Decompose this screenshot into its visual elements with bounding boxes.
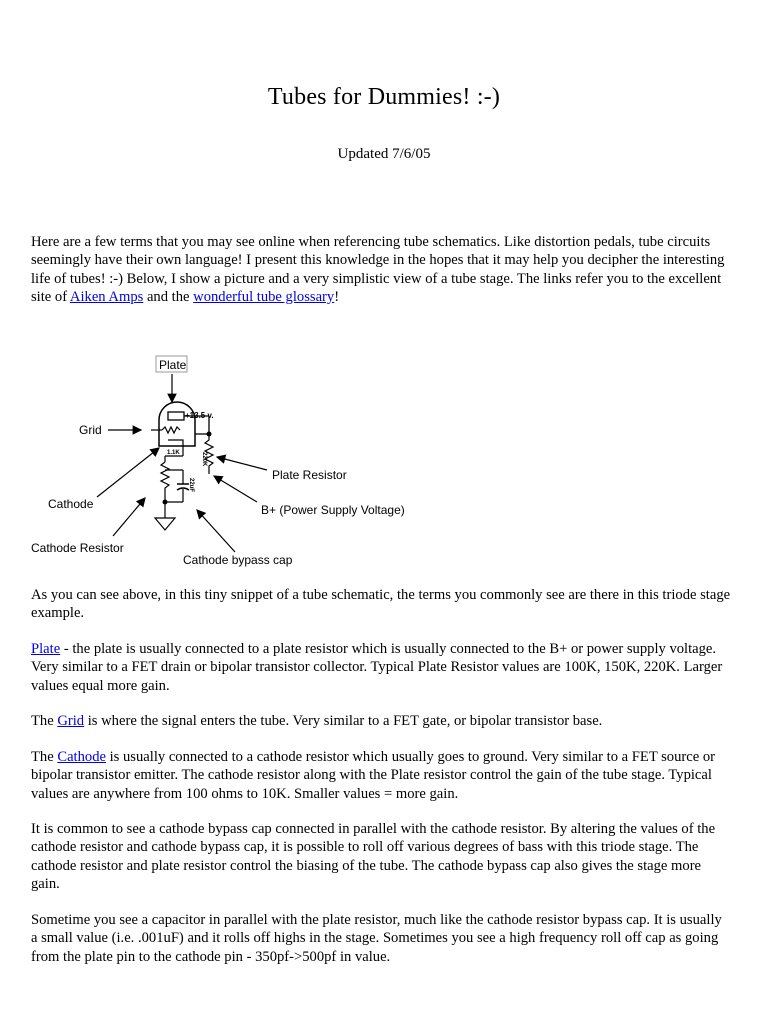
cathode-resistor-symbol — [161, 462, 169, 502]
cathode-link[interactable]: Cathode — [57, 749, 106, 765]
plate-resistor-arrow — [217, 457, 267, 470]
svg-text:22uF: 22uF — [188, 478, 194, 493]
cathode-prefix: The — [31, 749, 58, 765]
tube-glossary-link[interactable]: wonderful tube glossary — [193, 288, 335, 305]
cathode-bypass-cap-label: Cathode bypass cap — [183, 553, 293, 567]
paragraph-above: As you can see above, in this tiny snippet of a tube schematic, the terms you commonly see are there in this triode stage example. — [31, 587, 731, 622]
intro-paragraph — [31, 233, 731, 306]
aiken-amps-link[interactable]: Aiken Amps — [69, 288, 144, 305]
tube-plate-element — [168, 412, 184, 420]
grid-link[interactable]: Grid — [57, 713, 85, 729]
plate-cap-paragraph: Sometime you see a capacitor in parallel with the plate resistor, much like the cathode resistor bypass cap. It is usually a small value (i.e. .001uF) and it rolls off highs in the stage. Sometimes you see a high frequency roll off cap as going from the plate pin to the cathode pin - 350pf->500pf in value. — [31, 912, 722, 965]
tube-stage-schematic — [31, 350, 451, 575]
grid-prefix: The — [31, 713, 58, 729]
intro-text-mid: and the — [143, 288, 194, 305]
cathode-paragraph — [31, 748, 731, 803]
cathode-bypass-cap-arrow — [197, 510, 235, 552]
intro-text-before: Here are a few terms that you may see online when referencing tube schematics. Like distortion pedals, tube circuits seemingly have their own language! I present this knowledge in the hopes that it may help you decipher the interesting life of tubes! :-) Below, I show a picture and a very simplistic view of a tube stage. The links refer you to the excellent site of — [31, 234, 725, 305]
plate-paragraph — [31, 640, 731, 695]
svg-text:220K: 220K — [201, 452, 207, 467]
plate-link[interactable]: Plate — [31, 641, 61, 657]
b-plus-label: B+ (Power Supply Voltage) — [261, 503, 405, 517]
tube-grid-element — [162, 427, 180, 433]
cathode-resistor-arrow — [113, 498, 145, 536]
tube-cathode-element — [168, 440, 183, 446]
cathode-text: is usually connected to a cathode resistor which usually goes to ground. Very similar to a FET source or bipolar transistor emitter. The cathode resistor along with the Plate resistor control the gain of the tube stage. Typical values are anywhere from 100 ohms to 10K. Smaller values = more gain. — [31, 749, 716, 802]
plate-text: - the plate is usually connected to a plate resistor which is usually connected to the B+ or power supply voltage. Very similar to a FET drain or bipolar transistor collector. Typical Plate Resistor values are 100K, 150K, 220K. Larger values equal more gain. — [31, 641, 723, 694]
cathode-label: Cathode — [48, 497, 94, 511]
plate-label: Plate — [159, 358, 187, 372]
cathode-arrow — [97, 448, 159, 497]
tube-envelope — [159, 402, 195, 446]
updated-date: Updated 7/6/05 — [337, 146, 431, 162]
grid-paragraph — [31, 712, 731, 730]
grid-text: is where the signal enters the tube. Very similar to a FET gate, or bipolar transistor base. — [84, 713, 603, 729]
svg-text:1.1K: 1.1K — [167, 450, 180, 456]
grid-label: Grid — [79, 423, 102, 437]
cathode-resistor-label: Cathode Resistor — [31, 541, 124, 555]
plate-resistor-label: Plate Resistor — [272, 468, 347, 482]
voltage-label: +13.5 v. — [185, 411, 214, 420]
page-title: Tubes for Dummies! :-) — [267, 84, 501, 110]
intro-text-after: ! — [334, 288, 340, 305]
bypass-cap-paragraph: It is common to see a cathode bypass cap connected in parallel with the cathode resistor. By altering the values of the cathode resistor and cathode bypass cap, it is possible to roll off various degrees of bass with this triode stage. The cathode resistor and plate resistor control the biasing of the tube. The cathode bypass cap also gives the stage more gain. — [31, 821, 716, 892]
b-plus-arrow — [214, 476, 257, 502]
ground-symbol — [155, 518, 175, 530]
